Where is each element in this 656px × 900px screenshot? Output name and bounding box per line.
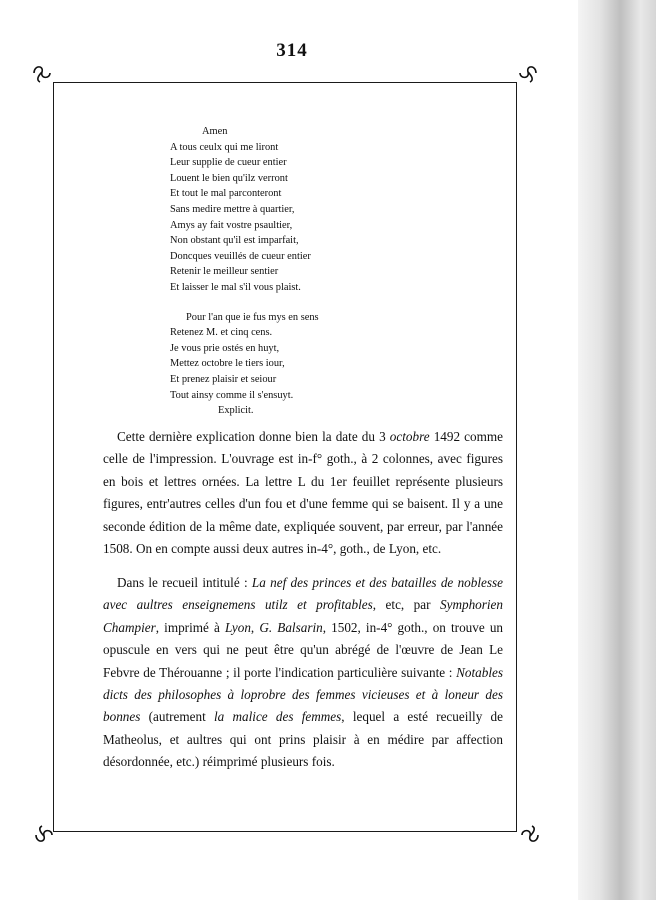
- corner-ornament-bottom-left-icon: [32, 824, 56, 846]
- verse-line: Tout ainsy comme il s'ensuyt.: [170, 389, 294, 401]
- verse-line: Et prenez plaisir et seiour: [170, 373, 277, 385]
- verse-line: Amen: [202, 126, 228, 137]
- verse-line: Pour l'an que ie fus mys en sens: [186, 311, 319, 323]
- corner-ornament-top-right-icon: [516, 62, 540, 84]
- verse-line: Et laisser le mal s'il vous plaist.: [170, 281, 301, 293]
- corner-ornament-bottom-right-icon: [518, 824, 542, 846]
- verse-line: Doncques veuillés de cueur entier: [170, 250, 311, 262]
- verse-line: Mettez octobre le tiers iour,: [170, 358, 285, 370]
- verse-block: [170, 124, 390, 419]
- verse-line: Retenez M. et cinq cens.: [170, 327, 273, 339]
- verse-line: Louent le bien qu'ilz verront: [170, 172, 288, 184]
- paragraph-nef-des-princes: Dans le recueil intitulé : La nef des princes et des batailles de noblesse avec aultres enseignemens utilz et profitables, etc, par Symphorien Champier, imprimé à Lyon, G. Balsarin, 1502, in-4° goth., on trouve un opuscule en vers qui ne peut être qu'un abrégé de l'œuvre de Jean Le Febvre de Thérouanne ; il porte l'indication particulière suivante : Notables dicts des philosophes à loprobre des femmes vicieuses et à loneur des bonnes (autrement la malice des femmes, lequel a esté recueilly de Matheolus, et aultres qui ont prins plaisir à en médire par affection désordonnée, etc.) réimprimé plusieurs fois.: [103, 575, 504, 770]
- verse-line: A tous ceulx qui me liront: [170, 141, 279, 153]
- verse-line: Je vous prie ostés en huyt,: [170, 342, 280, 354]
- verse-line: Explicit.: [218, 405, 254, 417]
- paragraph-explication: Cette dernière explication donne bien la date du 3 octobre 1492 comme celle de l'impression. L'ouvrage est in-f° goth., à 2 colonnes, avec figures en bois et lettres ornées. La lettre L du 1er feuillet représente plusieurs figures, entr'autres celles d'un fou et d'une femme qui se baisent. Il y a une seconde édition de la même date, expliquée souvent, par erreur, par l'année 1508. On en compte aussi deux autres in-4°, goth., de Lyon, etc.: [103, 429, 504, 557]
- verse-line: Sans medire mettre à quartier,: [170, 203, 295, 215]
- verse-line: Et tout le mal parconteront: [170, 188, 282, 200]
- verse-line: Retenir le meilleur sentier: [170, 266, 279, 278]
- page-number: 314: [276, 40, 308, 61]
- corner-ornament-top-left-icon: [30, 62, 54, 84]
- verse-line: Non obstant qu'il est imparfait,: [170, 235, 299, 247]
- verse-line: Leur supplie de cueur entier: [170, 157, 287, 169]
- page-fold-shade: [600, 0, 640, 900]
- verse-line: Amys ay fait vostre psaultier,: [170, 219, 293, 231]
